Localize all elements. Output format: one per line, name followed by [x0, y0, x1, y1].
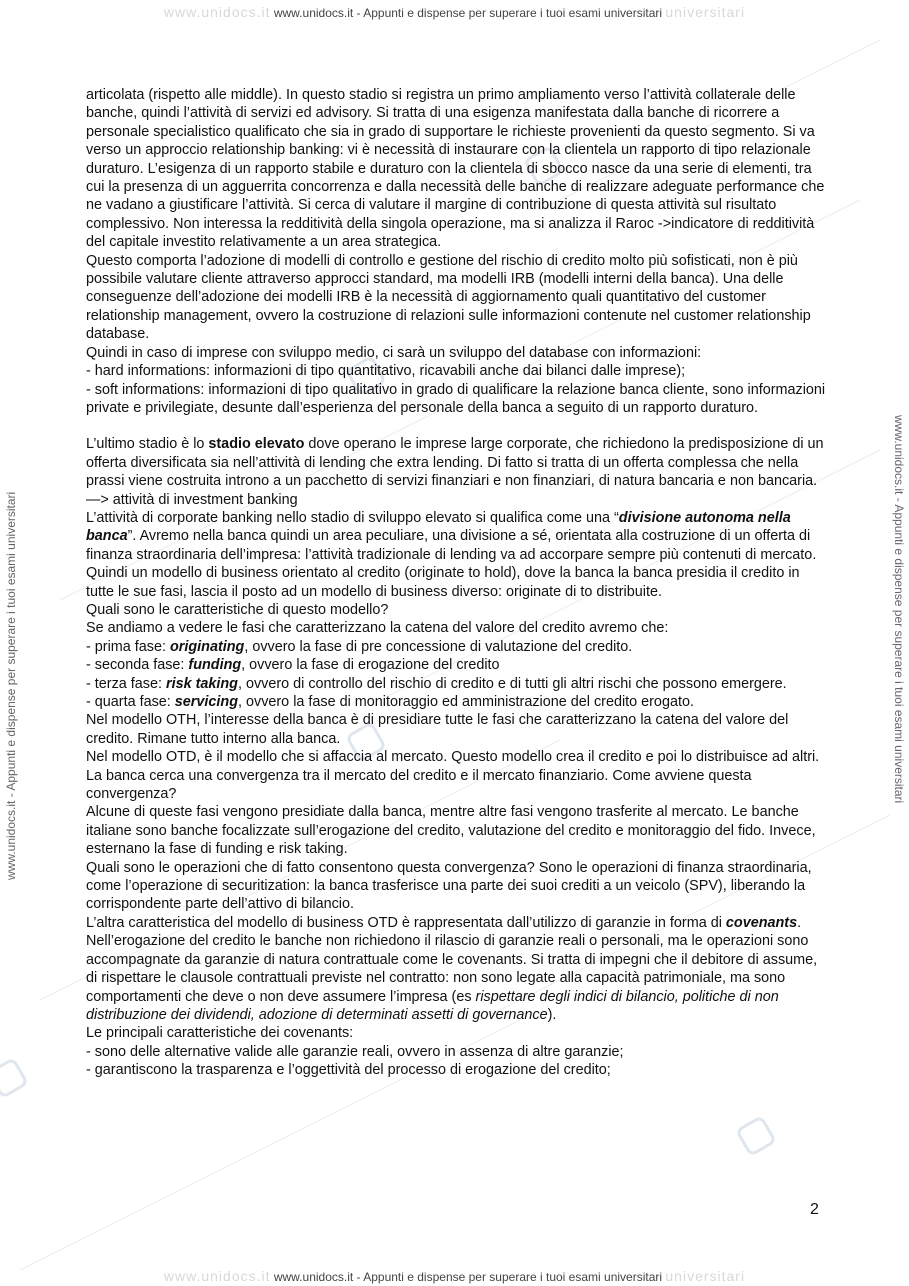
watermark-footer-text: www.unidocs.it - Appunti e dispense per superare i tuoi esami universitari: [273, 1270, 663, 1284]
list-item: - terza fase: risk taking, ovvero di controllo del rischio di credito e di tutti gli altri rischi che possono emergere.: [86, 675, 787, 692]
list-item: - quarta fase: servicing, ovvero la fase di monitoraggio ed amministrazione del credito erogato.: [86, 694, 694, 710]
list-item: - soft informations: informazioni di tipo qualitativo in grado di qualificare la relazione banca cliente, sono informazioni private e privilegiate, desunte dall’esperienza del personale della banca a seguito di un rapporto duraturo.: [86, 381, 826, 416]
paragraph: articolata (rispetto alle middle). In questo stadio si registra un primo ampliamento verso l’attività collaterale delle banche, quindi l’attività di servizi ed advisory. Si tratta di una esigenza manifestata dalla banche di ricorrere a personale specialistico qualificato che sia in grado di supportare le richieste provenienti da questo segmento. Si va verso un approccio relationship banking: vi è necessità di instaurare con la clientela un rapporto di tipo relazionale duraturo. L’esigenza di un rapporto stabile e duraturo con la clientela di sbocco nasce da una serie di elementi, tra cui la presenza di un agguerrita concorrenza e dalla necessità delle banche di realizzare adeguate performance che ne vadano a giustificare l’attività. Si cerca di valutare il margine di contribuzione di questa attività sul risultato complessivo. Non interessa la redditività della singola operazione, ma si analizza il Raroc ->indicatore di redditività del capitale investito relativamente a un area strategica.: [86, 87, 825, 251]
paragraph: Questo comporta l’adozione di modelli di controllo e gestione del rischio di credito molto più sofisticati, non è più possibile valutare cliente attraverso approcci standard, ma modelli IRB (modelli interni della banca). Una delle conseguenze dell’adozione dei modelli IRB è la necessità di aggiornamento quali quantitativo del customer relationship management, ovvero la costruzione di relazioni sulle informazioni contenute nel customer relationship database.: [86, 252, 811, 343]
watermark-header: [0, 4, 909, 20]
paragraph: Nel modello OTD, è il modello che si affaccia al mercato. Questo modello crea il credito e poi lo distribuisce ad altri. La banca cerca una convergenza tra il mercato del credito e il mercato finanziario. Come avviene questa convergenza?: [86, 749, 820, 803]
list-item: - sono delle alternative valide alle garanzie reali, ovvero in assenza di altre garanzie;: [86, 1043, 624, 1060]
watermark-ghost-left: www.unidocs.it: [163, 1268, 271, 1284]
paragraph: L’ultimo stadio è lo stadio elevato dove operano le imprese large corporate, che richiedono la predisposizione di un offerta diversificata sia nell’attività di lending che extra lending. Di fatto si tratta di un offerta complessa che nella prassi viene costruita introno a un pacchetto di servizi finanziari e non finanziari, di natura bancaria e non bancaria. —> attività di investment banking: [86, 436, 824, 508]
watermark-left-vertical: www.unidocs.it - Appunti e dispense per superare i tuoi esami universitari: [4, 491, 18, 880]
paragraph: Nel modello OTH, l’interesse della banca è di presidiare tutte le fasi che caratterizzano la catena del valore del credito. Rimane tutto interno alla banca.: [86, 712, 789, 747]
watermark-ghost-right: universitari: [665, 1268, 746, 1284]
paragraph: L’altra caratteristica del modello di business OTD è rappresentata dall’utilizzo di garanzie in forma di covenants. Nell’erogazione del credito le banche non richiedono il rilascio di garanzie reali o personali, ma le operazioni sono accompagnate da garanzie di natura contrattuale come le covenants. Si tratta di impegni che il debitore di assume, di rispettare le clausole contrattuali previste nel contratto: non sono legate alla capacità patrimoniale, ma sono comportamenti che deve o non deve assumere l’impresa (es rispettare degli indici di bilancio, politiche di non distribuzione dei dividendi, adozione di determinati assetti di governance).: [86, 914, 818, 1023]
watermark-footer: [0, 1268, 909, 1284]
list-item: - prima fase: originating, ovvero la fase di pre concessione di valutazione del credito.: [86, 638, 633, 655]
paragraph: Quali sono le caratteristiche di questo modello?: [86, 601, 389, 618]
watermark-right-vertical: www.unidocs.it - Appunti e dispense per superare i tuoi esami universitari: [892, 415, 906, 804]
paragraph-gap: [86, 417, 828, 435]
watermark-ghost-left: www.unidocs.it: [163, 4, 271, 20]
watermark-ghost-right: universitari: [665, 4, 746, 20]
watermark-header-text: www.unidocs.it - Appunti e dispense per superare i tuoi esami universitari: [273, 6, 663, 20]
document-body: [86, 86, 828, 1080]
list-item: - garantiscono la trasparenza e l’oggettività del processo di erogazione del credito;: [86, 1062, 611, 1079]
paragraph: Quindi in caso di imprese con sviluppo medio, ci sarà un sviluppo del database con informazioni:: [86, 344, 702, 361]
paragraph: Se andiamo a vedere le fasi che caratterizzano la catena del valore del credito avremo che:: [86, 620, 669, 637]
page-number: 2: [810, 1201, 819, 1218]
list-item: - hard informations: informazioni di tipo quantitativo, ricavabili anche dai bilanci dalle imprese);: [86, 363, 686, 380]
paragraph: L’attività di corporate banking nello stadio di sviluppo elevato si qualifica come una “divisione autonoma nella banca”. Avremo nella banca quindi un area peculiare, una divisione a sé, orientata alla costruzione di un offerta di finanza straordinaria dell’impresa: l’attività tradizionale di lending va ad accorpare sempre più contenuti di mercato. Quindi un modello di business orientato al credito (originate to hold), dove la banca la banca presidia il credito in tutte le sue fasi, lascia il posto ad un modello di business diverso: originate di to distribuite.: [86, 509, 817, 600]
paragraph: Quali sono le operazioni che di fatto consentono questa convergenza? Sono le operazioni di finanza straordinaria, come l’operazione di securitization: la banca trasferisce una parte dei suoi crediti a un veicolo (SPV), liberando la corrispondente parte dell’attivo di bilancio.: [86, 859, 812, 913]
paragraph: Le principali caratteristiche dei covenants:: [86, 1025, 354, 1042]
paragraph: Alcune di queste fasi vengono presidiate dalla banca, mentre altre fasi vengono trasferite al mercato. Le banche italiane sono banche focalizzate sull’erogazione del credito, valutazione del credito e monitoraggio del fido. Invece, esternano la fase di funding e risk taking.: [86, 804, 816, 858]
list-item: - seconda fase: funding, ovvero la fase di erogazione del credito: [86, 657, 500, 674]
